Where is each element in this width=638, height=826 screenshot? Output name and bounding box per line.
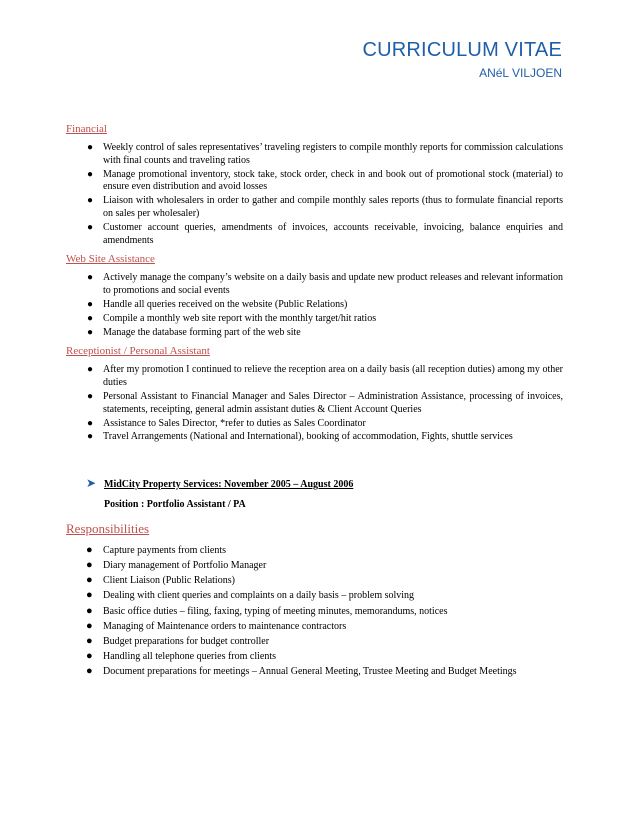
bullet-icon: ●: [86, 664, 93, 677]
list-item: [66, 299, 563, 312]
bullet-icon: ●: [87, 168, 94, 180]
section-heading: Web Site Assistance: [66, 253, 155, 266]
list-item-text: Managing of Maintenance orders to maintenance contractors: [103, 620, 347, 632]
section-responsibilities: [66, 521, 563, 679]
responsibilities-heading: Responsibilities: [66, 521, 150, 537]
bullet-icon: ●: [87, 431, 94, 443]
bullet-list: [66, 142, 563, 247]
list-item: [66, 619, 563, 634]
document-title: CURRICULUM VITAE: [362, 39, 562, 61]
list-item-text: Basic office duties – filing, faxing, typing of meeting minutes, memorandums, notices: [103, 605, 448, 617]
section-heading: Receptionist / Personal Assistant: [66, 345, 210, 358]
list-item: [66, 222, 563, 248]
list-item-text: Personal Assistant to Financial Manager and Sales Director – Administration Assistance, processing of invoices, statements, receipting, general admin assistant duties & Client Account Queries: [103, 390, 563, 415]
job-entry: [66, 478, 563, 511]
responsibilities-list: [66, 543, 563, 679]
company-dates: MidCity Property Services: November 2005 – August 2006: [104, 479, 354, 491]
bullet-icon: ●: [86, 544, 93, 557]
list-item-text: Handle all queries received on the website (Public Relations): [103, 298, 348, 310]
list-item-text: After my promotion I continued to relieve the reception area on a daily basis (all reception duties) among my other duties: [103, 364, 563, 389]
list-item: [66, 431, 563, 444]
position-value: Portfolio Assistant / PA: [146, 499, 246, 511]
bullet-icon: ●: [86, 649, 93, 662]
list-item-text: Dealing with client queries and complaints on a daily basis – problem solving: [103, 590, 415, 602]
position-label: Position: [104, 499, 139, 511]
list-item-text: Diary management of Portfolio Manager: [103, 560, 267, 572]
document-header: [362, 38, 562, 80]
list-item-text: Customer account queries, amendments of invoices, accounts receivable, invoicing, balance enquiries and amendments: [103, 221, 563, 246]
list-item: [66, 272, 563, 298]
list-item-text: Budget preparations for budget controller: [103, 635, 270, 647]
candidate-name: ANéL VILJOEN: [479, 66, 562, 80]
bullet-icon: ●: [87, 326, 94, 338]
bullet-icon: ●: [86, 589, 93, 602]
list-item-text: Manage the database forming part of the web site: [103, 326, 301, 338]
list-item: [66, 634, 563, 649]
bullet-icon: ●: [87, 364, 94, 376]
list-item: [66, 169, 563, 195]
position-separator: :: [140, 499, 145, 511]
cv-content: [66, 123, 563, 679]
list-item: [66, 391, 563, 417]
list-item-text: Travel Arrangements (National and International), booking of accommodation, Fights, shuttle services: [103, 431, 513, 443]
list-item: [66, 573, 563, 588]
list-item-text: Assistance to Sales Director, *refer to duties as Sales Coordinator: [103, 417, 366, 429]
bullet-icon: ●: [87, 298, 94, 310]
list-item: [66, 649, 563, 664]
bullet-icon: ●: [86, 619, 93, 632]
list-item-text: Manage promotional inventory, stock take, stock order, check in and book out of promotional stock (material) to ensure even distribution and avoid losses: [103, 168, 563, 193]
bullet-icon: ●: [86, 559, 93, 572]
bullet-icon: ●: [86, 574, 93, 587]
list-item-text: Document preparations for meetings – Annual General Meeting, Trustee Meeting and Budget Meetings: [103, 665, 517, 677]
job-position: [104, 498, 563, 511]
list-item-text: Weekly control of sales representatives’ traveling registers to compile monthly reports for commission calculations with final counts and traveling ratios: [103, 142, 563, 166]
bullet-icon: ●: [87, 221, 94, 233]
bullet-list: [66, 364, 563, 444]
list-item: [66, 195, 563, 221]
section-website-assistance: [66, 253, 563, 339]
bullet-icon: ●: [87, 390, 94, 402]
list-item: [66, 327, 563, 340]
bullet-icon: ●: [87, 142, 94, 153]
list-item: [66, 558, 563, 573]
list-item: [66, 604, 563, 619]
bullet-icon: ●: [86, 634, 93, 647]
arrow-bullet-icon: ➤: [86, 476, 97, 491]
bullet-icon: ●: [87, 195, 94, 207]
list-item: [66, 588, 563, 603]
bullet-icon: ●: [87, 417, 94, 429]
list-item: [66, 543, 563, 558]
list-item: [66, 313, 563, 326]
list-item: [66, 364, 563, 390]
bullet-icon: ●: [87, 272, 94, 284]
section-heading: Financial: [66, 123, 107, 135]
list-item: [66, 142, 563, 168]
bullet-icon: ●: [87, 312, 94, 324]
bullet-list: [66, 272, 563, 339]
list-item-text: Capture payments from clients: [103, 545, 227, 557]
list-item: [66, 418, 563, 431]
bullet-icon: ●: [86, 604, 93, 617]
list-item: [66, 664, 563, 679]
list-item-text: Client Liaison (Public Relations): [103, 575, 235, 587]
list-item-text: Liaison with wholesalers in order to gather and compile monthly sales reports (thus to formulate financial reports on sales per wholesaler): [103, 195, 563, 219]
list-item-text: Actively manage the company’s website on a daily basis and update new product releases and relevant information to promotions and social events: [103, 272, 563, 297]
list-item-text: Handling all telephone queries from clients: [103, 650, 277, 662]
section-financial: [66, 123, 563, 247]
section-receptionist-pa: [66, 345, 563, 444]
list-item-text: Compile a monthly web site report with the monthly target/hit ratios: [103, 312, 377, 324]
